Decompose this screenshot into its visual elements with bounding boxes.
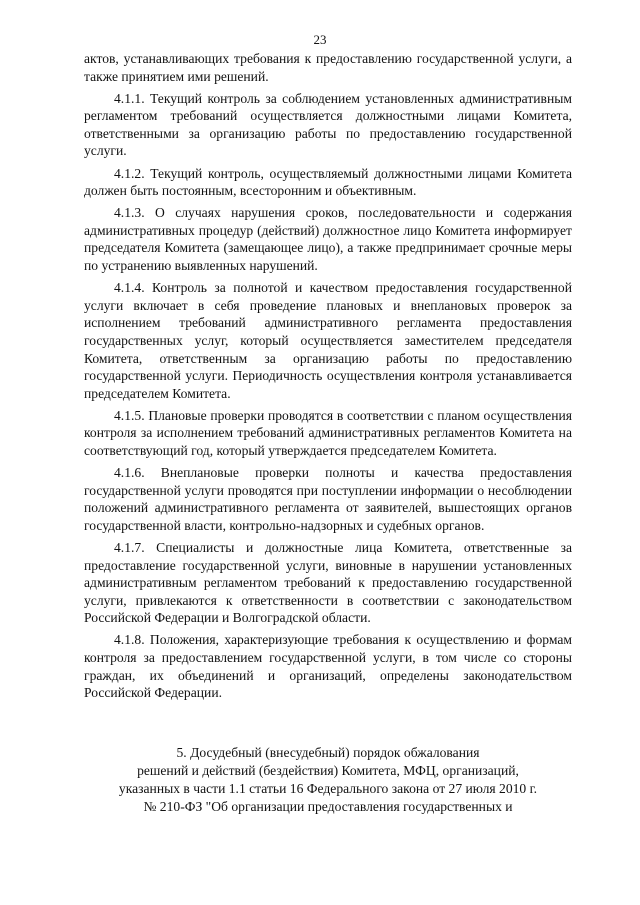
paragraph-4-1-4: 4.1.4. Контроль за полнотой и качеством предоставления государственной услуги включает в себя проведение плановых и внеплановых проверок за исполнением требований административного регламента предоставления государственных услуг, который осуществляется заместителем председателя Комитета, ответственным за организацию работы по предоставлению государственной услуги. Периодичность осуществления контроля устанавливается председателем Комитета. (84, 280, 572, 401)
body-text (84, 50, 572, 706)
page-number: 23 (313, 32, 327, 47)
paragraph-4-1-5: 4.1.5. Плановые проверки проводятся в соответствии с планом осуществления контроля за исполнением требований административных регламентов Комитета на соответствующий год, который утверждается председателем Комитета. (84, 407, 572, 458)
section-heading-line: 5. Досудебный (внесудебный) порядок обжалования (176, 745, 480, 760)
paragraph-4-1-6: 4.1.6. Внеплановые проверки полноты и качества предоставления государственной услуги проводятся при поступлении информации о несоблюдении положений административного регламента от заявителей, вышестоящих органов государственной власти, контрольно-надзорных и судебных органов. (84, 465, 572, 533)
paragraph-continuation: актов, устанавливающих требования к предоставлению государственной услуги, а также принятием ими решений. (84, 51, 572, 84)
paragraph-4-1-7: 4.1.7. Специалисты и должностные лица Комитета, ответственные за предоставление государственной услуги, виновные в нарушении установленных административным регламентом требований к предоставлению государственной услуги, привлекаются к ответственности в соответствии с законодательством Российской Федерации и Волгоградской области. (84, 539, 572, 626)
paragraph-4-1-2: 4.1.2. Текущий контроль, осуществляемый должностными лицами Комитета должен быть постоянным, всесторонним и объективным. (84, 165, 572, 199)
section-5-heading (84, 744, 572, 816)
section-heading-line: указанных в части 1.1 статьи 16 Федерального закона от 27 июля 2010 г. (118, 781, 538, 796)
paragraph-4-1-8: 4.1.8. Положения, характеризующие требования к осуществлению и формам контроля за предоставлением государственной услуги, в том числе со стороны граждан, их объединений и организаций, определены законодательством Российской Федерации. (84, 632, 572, 701)
section-heading-line: решений и действий (бездействия) Комитета, МФЦ, организаций, (137, 763, 519, 778)
paragraph-4-1-1: 4.1.1. Текущий контроль за соблюдением установленных административным регламентом требований осуществляется должностными лицами Комитета, ответственными за организацию работы по предоставлению государственной услуги. (84, 90, 572, 159)
paragraph-4-1-3: 4.1.3. О случаях нарушения сроков, последовательности и содержания административных процедур (действий) должностное лицо Комитета информирует председателя Комитета (замещающее лицо), а также предпринимает срочные меры по устранению выявленных нарушений. (84, 205, 572, 274)
section-heading-line: № 210-ФЗ "Об организации предоставления государственных и (143, 799, 513, 814)
